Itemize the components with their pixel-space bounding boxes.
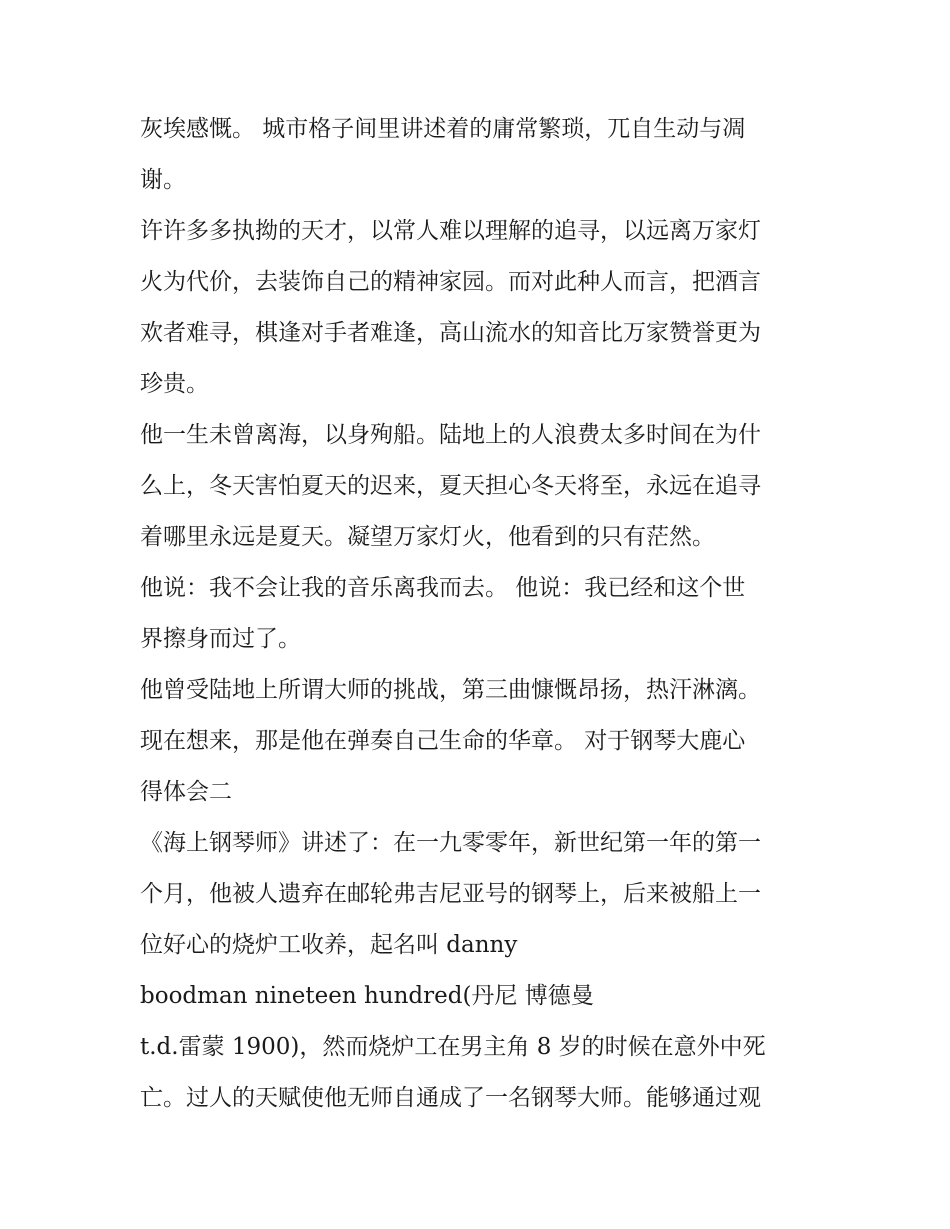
text-line: 得体会二 <box>140 779 232 805</box>
text-line: 么上，冬天害怕夏天的迟来，夏天担心冬天将至，永远在追寻 <box>140 473 761 499</box>
text-line: 他说：我不会让我的音乐离我而去。 他说：我已经和这个世 <box>140 575 746 601</box>
text-line: 谢。 <box>140 167 186 193</box>
text-line: t.d.雷蒙 1900)，然而烧炉工在男主角 8 岁的时候在意外中死 <box>140 1034 766 1060</box>
text-line: boodman nineteen hundred(丹尼 博德曼 <box>140 983 594 1009</box>
text-line: 着哪里永远是夏天。凝望万家灯火，他看到的只有茫然。 <box>140 524 715 550</box>
text-line: 界擦身而过了。 <box>140 626 301 652</box>
text-line: 位好心的烧炉工收养，起名叫 danny <box>140 932 518 958</box>
text-line: 火为代价，去装饰自己的精神家园。而对此种人而言，把酒言 <box>140 269 761 295</box>
text-line: 现在想来，那是他在弹奏自己生命的华章。 对于钢琴大鹿心 <box>140 728 746 754</box>
text-line: 个月，他被人遗弃在邮轮弗吉尼亚号的钢琴上，后来被船上一 <box>140 881 761 907</box>
text-line: 欢者难寻，棋逢对手者难逢，高山流水的知音比万家赞誉更为 <box>140 320 761 346</box>
text-line: 灰埃感慨。 城市格子间里讲述着的庸常繁琐，兀自生动与凋 <box>140 116 746 142</box>
text-line: 许许多多执拗的天才，以常人难以理解的追寻，以远离万家灯 <box>140 218 761 244</box>
text-line: 他一生未曾离海，以身殉船。陆地上的人浪费太多时间在为什 <box>140 422 761 448</box>
document-body <box>140 104 820 1124</box>
text-line: 亡。过人的天赋使他无师自通成了一名钢琴大师。能够通过观 <box>140 1085 761 1111</box>
text-line: 他曾受陆地上所谓大师的挑战，第三曲慷慨昂扬，热汗淋漓。 <box>140 677 761 703</box>
text-line: 珍贵。 <box>140 371 209 397</box>
text-line: 《海上钢琴师》讲述了：在一九零零年，新世纪第一年的第一 <box>140 830 761 856</box>
